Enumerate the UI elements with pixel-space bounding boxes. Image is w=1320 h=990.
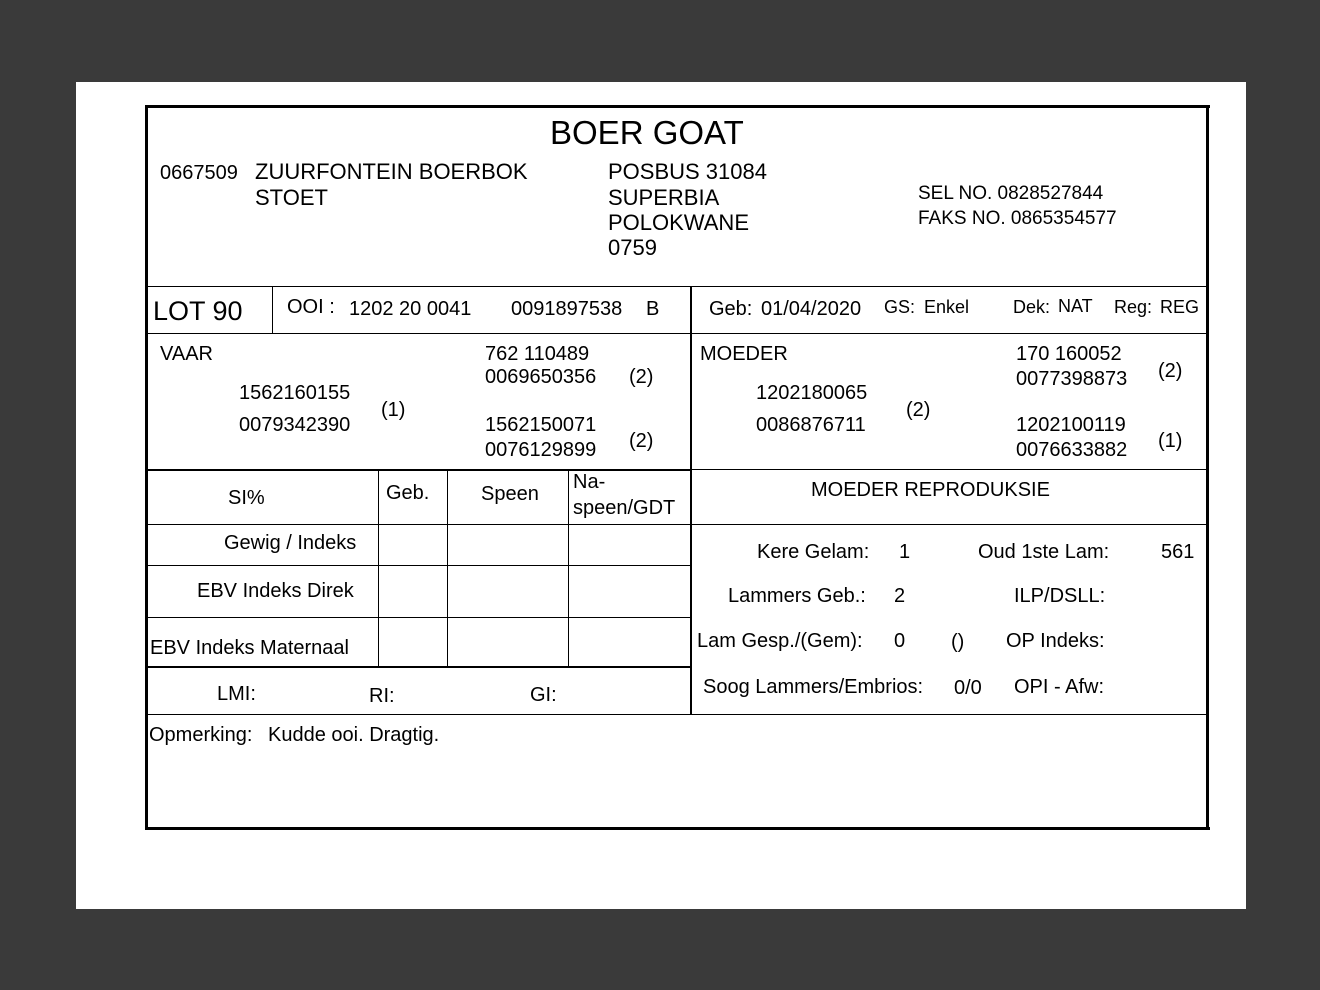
breeder-name-line-1: ZUURFONTEIN BOERBOK — [255, 159, 528, 184]
lambs-weaned-label: Lam Gesp./(Gem): — [697, 630, 863, 652]
ri-label: RI: — [369, 685, 395, 707]
lambs-weaned-average: () — [951, 631, 965, 653]
lot-number: LOT 90 — [153, 296, 243, 326]
birth-date-label: Geb: — [709, 298, 753, 320]
address-line-3: POLOKWANE — [608, 210, 749, 235]
rule-lot-divider — [272, 287, 273, 333]
rule-lot-bottom — [148, 333, 1206, 334]
suckling-lambs-label: Soog Lammers/Embrios: — [703, 676, 924, 698]
frame-left — [145, 105, 148, 830]
sire-dam-grade: (2) — [629, 430, 654, 452]
sire-registration: 0079342390 — [239, 414, 351, 436]
sire-grade: (1) — [381, 399, 406, 421]
breeder-name-line-2: STOET — [255, 185, 328, 210]
dam-grade: (2) — [906, 399, 931, 421]
dek-value: NAT — [1058, 296, 1093, 316]
address-line-1: POSBUS 31084 — [608, 159, 767, 184]
ilp-dsll-label: ILP/DSLL: — [1014, 585, 1106, 607]
breeder-number: 0667509 — [160, 162, 238, 184]
dam-sire-registration: 0077398873 — [1016, 368, 1128, 390]
opi-deviation-label: OPI - Afw: — [1014, 676, 1105, 698]
lambs-born-value: 2 — [894, 585, 906, 607]
ooi-id: 1202 20 0041 — [349, 298, 472, 320]
address-line-4: 0759 — [608, 235, 657, 260]
phone-number: SEL NO. 0828527844 — [918, 183, 1104, 204]
age-first-lamb-label: Oud 1ste Lam: — [978, 541, 1110, 563]
ooi-registration: 0091897538 — [511, 298, 623, 320]
rule-perf-row3 — [148, 666, 691, 668]
rule-indices-bottom — [148, 714, 1206, 715]
rule-pedigree-bottom-left — [148, 469, 691, 471]
sire-sire-id: 762 110489 — [485, 343, 590, 365]
lambs-weaned-value: 0 — [894, 630, 906, 652]
row-label-weight-index: Gewig / Indeks — [224, 532, 357, 554]
col-header-naspeen-line-1: Na- — [573, 471, 606, 493]
dam-registration: 0086876711 — [756, 414, 866, 436]
lmi-label: LMI: — [217, 683, 256, 705]
remarks-label: Opmerking: — [149, 724, 253, 746]
fax-number: FAKS NO. 0865354577 — [918, 208, 1117, 229]
op-index-label: OP Indeks: — [1006, 630, 1105, 652]
rule-col-naspeen — [568, 470, 569, 667]
suckling-lambs-value: 0/0 — [954, 677, 982, 699]
sire-dam-id: 1562150071 — [485, 414, 597, 436]
sire-sire-grade: (2) — [629, 366, 654, 388]
card-title: BOER GOAT — [550, 114, 744, 151]
dam-sire-grade: (2) — [1158, 360, 1183, 382]
reproduction-title: MOEDER REPRODUKSIE — [811, 479, 1050, 501]
lambs-born-label: Lammers Geb.: — [728, 585, 866, 607]
times-lambed-label: Kere Gelam: — [757, 541, 870, 563]
dam-sire-id: 170 160052 — [1016, 343, 1122, 365]
rule-perf-row2 — [148, 617, 691, 618]
dam-dam-registration: 0076633882 — [1016, 439, 1128, 461]
sire-label: VAAR — [160, 343, 213, 365]
ooi-grade: B — [646, 298, 660, 320]
times-lambed-value: 1 — [899, 541, 911, 563]
frame-right — [1206, 105, 1209, 830]
col-header-speen: Speen — [481, 483, 539, 505]
dek-label: Dek: — [1013, 297, 1051, 317]
col-header-naspeen-line-2: speen/GDT — [573, 497, 676, 519]
dam-label: MOEDER — [700, 343, 788, 365]
row-label-ebv-maternal: EBV Indeks Maternaal — [150, 637, 349, 659]
gs-value: Enkel — [924, 297, 970, 317]
birth-date-value: 01/04/2020 — [761, 298, 862, 320]
gs-label: GS: — [884, 297, 916, 317]
col-header-si: SI% — [228, 487, 265, 509]
reg-label: Reg: — [1114, 297, 1153, 317]
rule-pedigree-bottom-right — [691, 469, 1206, 470]
dam-id: 1202180065 — [756, 382, 868, 404]
frame-bottom — [145, 827, 1210, 830]
rule-center — [690, 287, 692, 715]
sire-id: 1562160155 — [239, 382, 351, 404]
dam-dam-id: 1202100119 — [1016, 414, 1126, 436]
remarks-value: Kudde ooi. Dragtig. — [268, 724, 440, 746]
ooi-label: OOI : — [287, 296, 335, 318]
reg-value: REG — [1160, 297, 1200, 317]
col-header-geb: Geb. — [386, 482, 430, 504]
rule-perf-row1 — [148, 565, 691, 566]
gi-label: GI: — [530, 684, 557, 706]
rule-perf-header — [148, 524, 1206, 525]
sire-sire-registration: 0069650356 — [485, 366, 597, 388]
age-first-lamb-value: 561 — [1161, 541, 1195, 563]
row-label-ebv-direct: EBV Indeks Direk — [197, 580, 354, 602]
sire-dam-registration: 0076129899 — [485, 439, 597, 461]
frame-top — [145, 105, 1210, 108]
rule-col-speen — [447, 470, 448, 667]
rule-header-bottom — [148, 286, 1206, 287]
dam-dam-grade: (1) — [1158, 430, 1183, 452]
rule-col-geb — [378, 470, 379, 667]
address-line-2: SUPERBIA — [608, 185, 720, 210]
